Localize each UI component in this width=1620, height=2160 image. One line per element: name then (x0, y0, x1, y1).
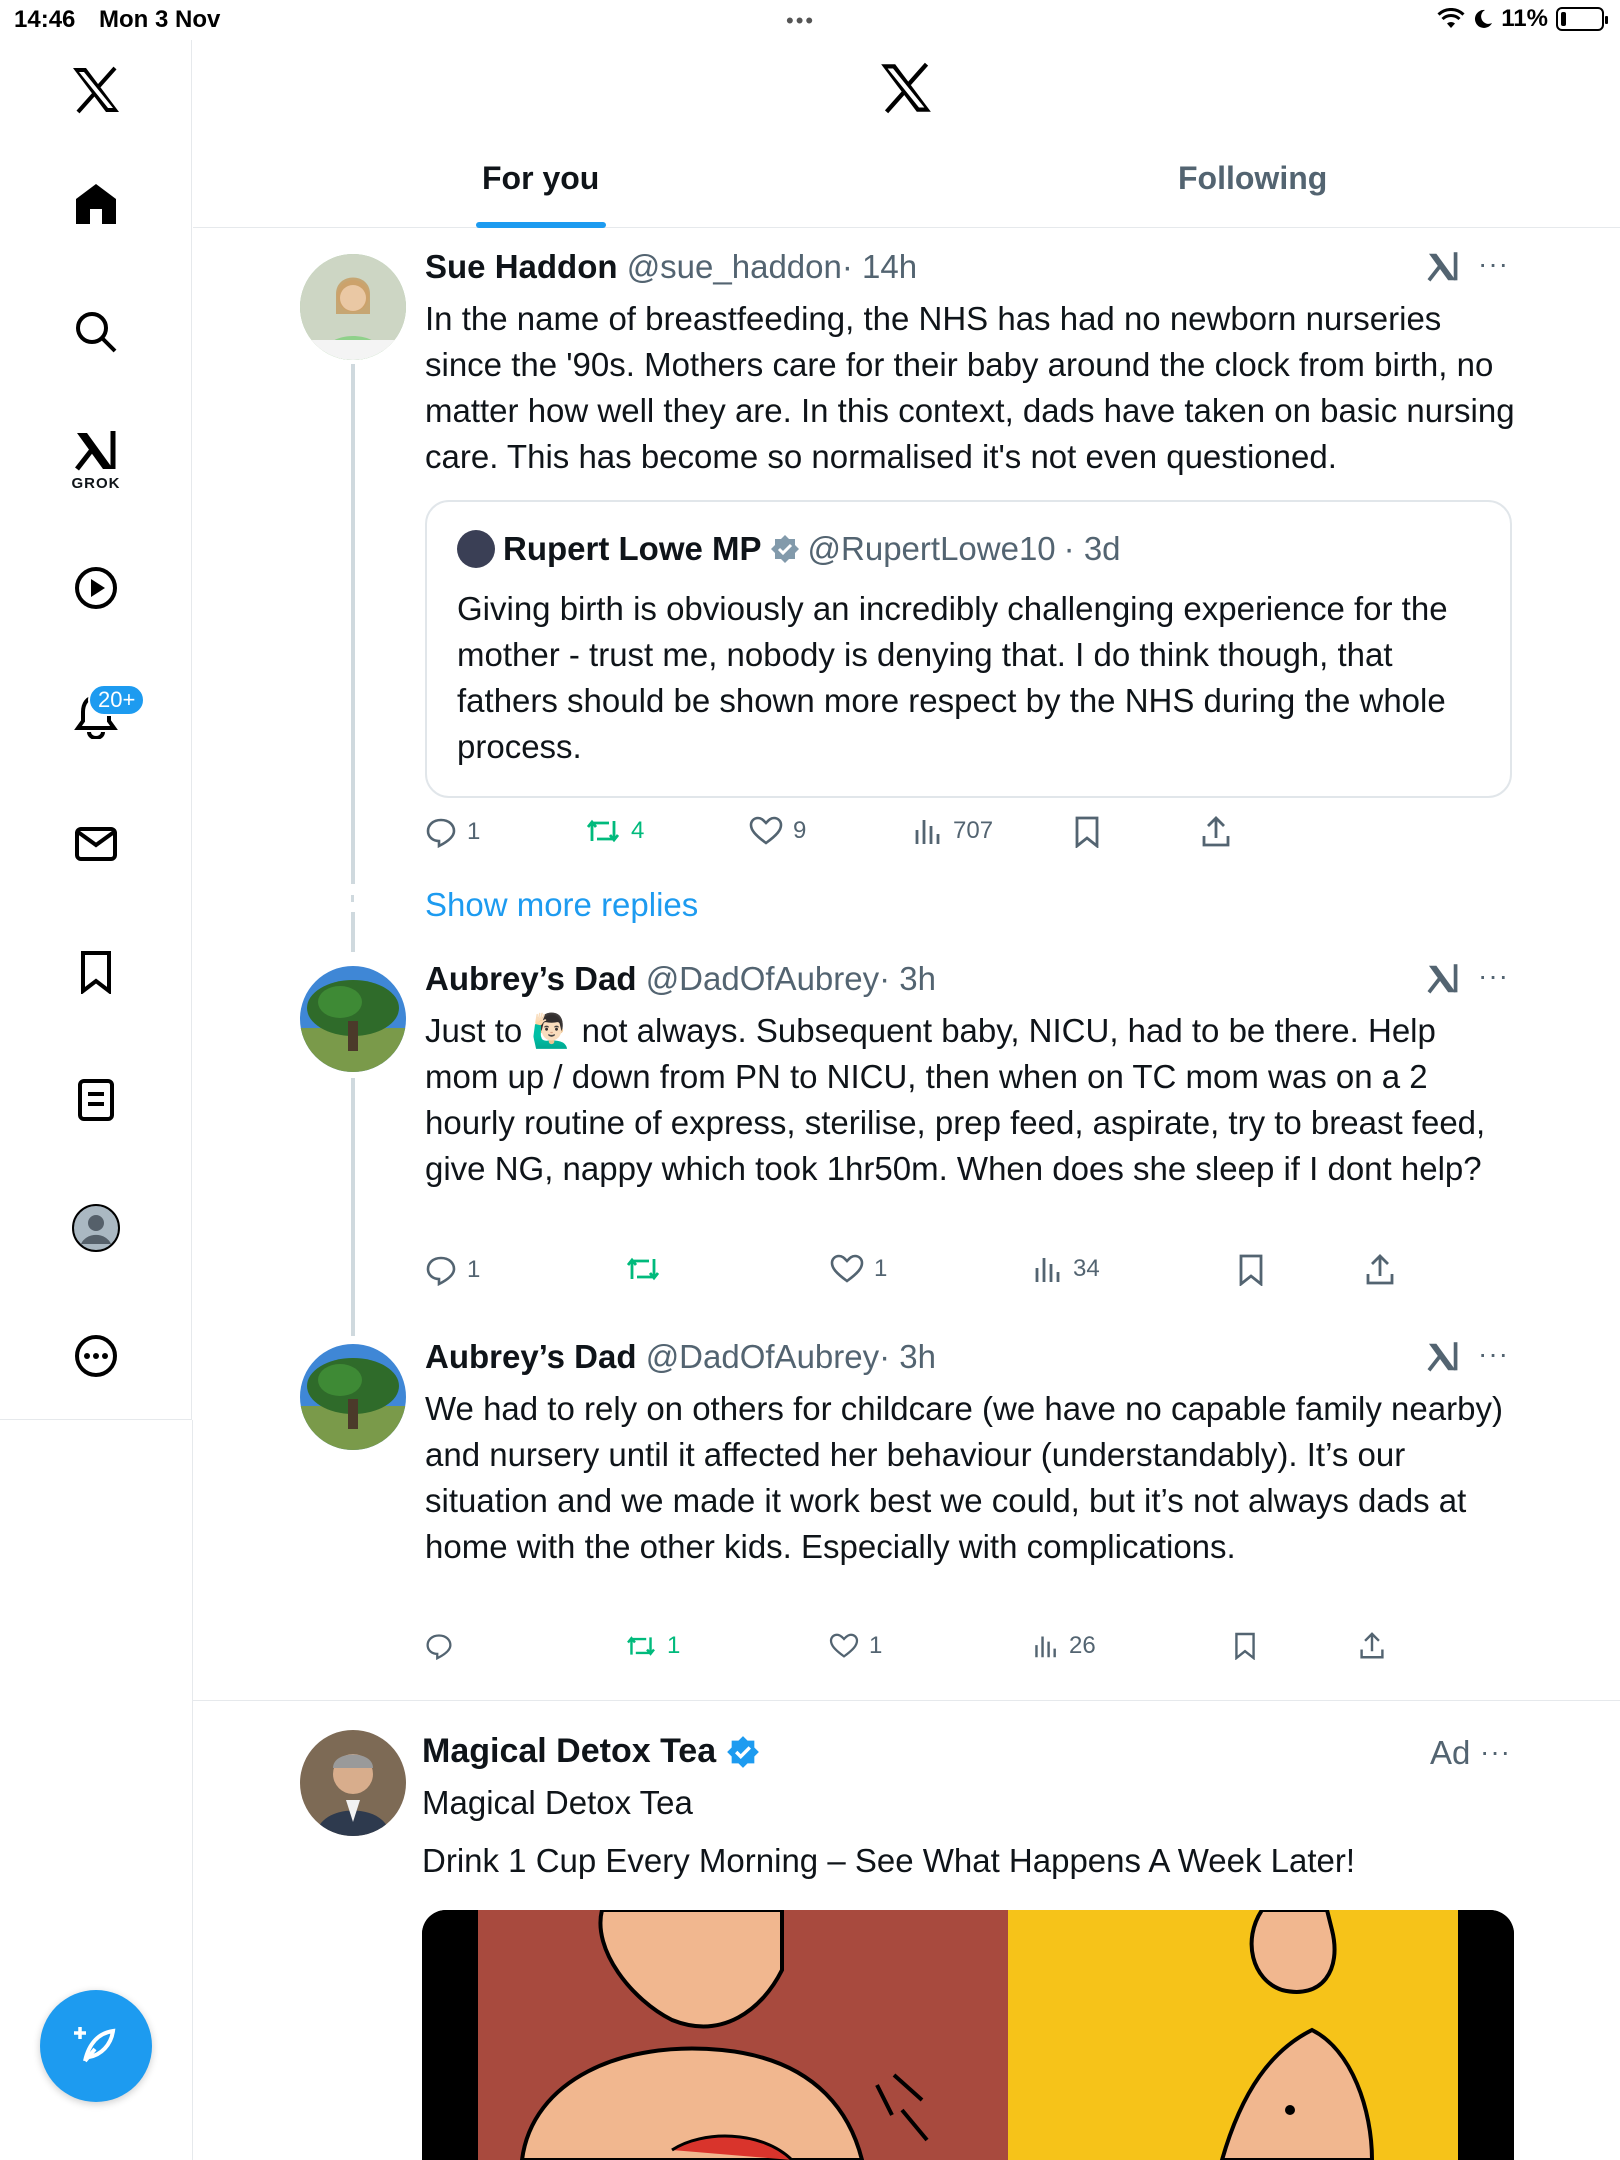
repost-icon (585, 816, 621, 846)
ad-media-image[interactable] (422, 1910, 1514, 2160)
repost-icon (625, 1254, 661, 1284)
repost-button[interactable] (585, 816, 644, 846)
repost-count: 4 (631, 817, 645, 844)
tweet-actions (425, 816, 1515, 856)
status-time: 14:46 (14, 6, 76, 33)
ad-subtitle: Magical Detox Tea (422, 1784, 693, 1821)
header-x-logo[interactable] (879, 62, 933, 119)
share-button[interactable] (1365, 1254, 1395, 1286)
compose-post-button[interactable] (40, 1990, 152, 2102)
repost-button[interactable] (625, 1632, 680, 1660)
tab-for-you[interactable]: For you (482, 160, 600, 196)
reply-button[interactable] (425, 1632, 463, 1660)
more-circle-icon (74, 1334, 118, 1378)
bookmark-button[interactable] (1233, 1632, 1257, 1660)
like-count: 1 (869, 1632, 883, 1659)
sidebar-item-grok[interactable] (56, 420, 136, 500)
compose-feather-icon (71, 2021, 121, 2071)
wifi-icon (1437, 8, 1465, 30)
like-button[interactable] (830, 1254, 887, 1284)
bookmark-button[interactable] (1237, 1254, 1265, 1286)
like-button[interactable] (829, 1632, 882, 1660)
more-options-icon[interactable]: ··· (1480, 1736, 1511, 1767)
more-options-icon[interactable]: ··· (1478, 960, 1509, 991)
author-handle[interactable]: @sue_haddon (626, 248, 842, 285)
status-bar (0, 0, 1620, 40)
tweet-time: · 14h (841, 248, 918, 285)
thread-line (351, 364, 355, 884)
list-icon (77, 1078, 115, 1122)
grok-icon (73, 429, 119, 473)
heart-icon (829, 1633, 859, 1659)
tweet-header (425, 960, 936, 998)
bookmark-icon (1237, 1254, 1265, 1286)
active-tab-indicator (476, 222, 606, 228)
heart-icon (749, 816, 783, 846)
status-date: Mon 3 Nov (99, 6, 221, 33)
reply-icon (425, 1632, 453, 1660)
sidebar (0, 40, 192, 1420)
sidebar-item-videos[interactable] (56, 548, 136, 628)
repost-icon (625, 1633, 657, 1659)
battery-percent: 11% (1501, 5, 1548, 32)
quote-header (457, 530, 1121, 568)
tweet-time: · 3h (879, 960, 936, 997)
battery-icon (1556, 7, 1604, 31)
avatar-photo (300, 966, 406, 1072)
tweet-text: In the name of breastfeeding, the NHS has had no newborn nurseries since the '90s. Mothers care for their baby around the clock from birth, no matter how well they are. In this context, dads have taken on basic nursing care. This has become so normalised it's not even questioned. (425, 300, 1515, 475)
multitasking-dots[interactable]: ••• (786, 8, 816, 33)
x-logo[interactable] (56, 50, 136, 130)
like-count: 1 (874, 1255, 888, 1282)
author-name[interactable]: Sue Haddon (425, 248, 618, 285)
repost-button[interactable] (625, 1254, 671, 1284)
advertiser-name[interactable]: Magical Detox Tea (422, 1732, 717, 1770)
timeline-header (193, 40, 1620, 228)
mail-icon (74, 824, 118, 864)
author-name[interactable]: Aubrey’s Dad (425, 1338, 637, 1375)
verified-badge-icon (770, 534, 800, 564)
home-icon (73, 181, 119, 227)
reply-icon (425, 1254, 457, 1286)
tweet-actions (425, 1254, 1515, 1294)
views-count: 34 (1073, 1255, 1100, 1282)
share-icon (1201, 816, 1231, 848)
ad-text: Drink 1 Cup Every Morning – See What Happens A Week Later! (422, 1842, 1356, 1879)
quote-avatar (457, 530, 495, 568)
ad-label: Ad (1430, 1734, 1471, 1771)
tweet-header (425, 1338, 936, 1376)
quoted-tweet[interactable] (425, 500, 1512, 798)
play-circle-icon (74, 566, 118, 610)
share-icon (1359, 1632, 1385, 1660)
reply-count: 1 (467, 818, 481, 845)
sidebar-divider (0, 1419, 192, 1420)
show-more-replies-link[interactable]: Show more replies (425, 886, 699, 923)
grok-label: GROK (71, 474, 121, 492)
x-logo-icon (879, 62, 933, 114)
column-divider (192, 1420, 193, 2160)
sidebar-item-bookmarks[interactable] (56, 932, 136, 1012)
avatar-aubreys-dad[interactable] (300, 966, 406, 1072)
more-options-icon[interactable]: ··· (1478, 1338, 1509, 1369)
like-count: 9 (793, 817, 807, 844)
ad-header (422, 1732, 760, 1771)
ad-illustration (422, 1910, 1514, 2160)
share-icon (1365, 1254, 1395, 1286)
tweet-text: Just to 🙋🏻‍♂️ not always. Subsequent baby, NICU, had to be there. Help mom up / down from PN to NICU, then when on TC mom was on a 2 hourly routine of express, sterilise, prep feed, aspirate, try to breast feed, give NG, nappy which took 1hr50m. When does she sleep if I dont help? (425, 1012, 1486, 1187)
views-button[interactable] (1033, 1254, 1100, 1284)
feed-divider (193, 1700, 1620, 1701)
tweet-actions (425, 1632, 1515, 1672)
tweet-header (425, 248, 917, 286)
share-button[interactable] (1201, 816, 1231, 848)
author-handle[interactable]: @DadOfAubrey (645, 960, 880, 997)
reply-count: 1 (467, 1256, 481, 1283)
grok-icon[interactable] (1426, 250, 1460, 284)
bookmark-button[interactable] (1073, 816, 1101, 848)
grok-icon[interactable] (1426, 1340, 1460, 1374)
verified-badge-icon (726, 1735, 760, 1769)
views-chart-icon (1033, 1633, 1059, 1659)
author-name[interactable]: Aubrey’s Dad (425, 960, 637, 997)
sidebar-item-explore[interactable] (56, 292, 136, 372)
sidebar-item-more[interactable] (56, 1316, 136, 1396)
thread-line (351, 1078, 355, 1336)
reply-icon (425, 816, 457, 848)
tweet-time: · 3h (879, 1338, 936, 1375)
quote-time: · 3d (1063, 530, 1121, 567)
thread-gap (351, 895, 355, 901)
views-count: 707 (953, 817, 994, 844)
avatar-photo (300, 1344, 406, 1450)
heart-icon (830, 1254, 864, 1284)
moon-icon (1473, 8, 1493, 30)
bookmark-icon (78, 950, 114, 994)
sidebar-item-messages[interactable] (56, 804, 136, 884)
x-logo-icon (71, 66, 121, 114)
quote-author-name: Rupert Lowe MP (503, 530, 762, 567)
more-options-icon[interactable]: ··· (1478, 248, 1509, 279)
reply-button[interactable] (425, 1254, 480, 1286)
tab-following[interactable]: Following (1178, 160, 1328, 196)
avatar-magical-detox-tea[interactable] (300, 1730, 406, 1836)
profile-avatar-icon (71, 1203, 121, 1253)
sidebar-item-profile[interactable] (56, 1188, 136, 1268)
thread-line (351, 912, 355, 952)
bookmark-icon (1233, 1632, 1257, 1660)
share-button[interactable] (1359, 1632, 1385, 1660)
quote-text: Giving birth is obviously an incredibly challenging experience for the mother - trust me, nobody is denying that. I do think though, that fathers should be shown more respect by the NHS during the whole process. (457, 590, 1448, 765)
search-icon (74, 310, 118, 354)
views-chart-icon (913, 816, 943, 846)
avatar-photo (300, 1730, 406, 1836)
sidebar-item-lists[interactable] (56, 1060, 136, 1140)
quote-author-handle: @RupertLowe10 (807, 530, 1056, 567)
sidebar-item-home[interactable] (56, 164, 136, 244)
views-button[interactable] (913, 816, 993, 846)
tweet-text: We had to rely on others for childcare (we have no capable family nearby) and nursery until it affected her behaviour (understandably). It’s our situation and we made it work best we could, but it’s not always dads at home with the other kids. Especially with complications. (425, 1390, 1503, 1565)
avatar-photo (300, 254, 406, 360)
author-handle[interactable]: @DadOfAubrey (645, 1338, 880, 1375)
notifications-badge: 20+ (88, 684, 145, 716)
reply-button[interactable] (425, 816, 480, 848)
avatar-aubreys-dad[interactable] (300, 1344, 406, 1450)
views-button[interactable] (1033, 1632, 1096, 1660)
repost-count: 1 (667, 1632, 681, 1659)
grok-icon[interactable] (1426, 962, 1460, 996)
bookmark-icon (1073, 816, 1101, 848)
views-chart-icon (1033, 1254, 1063, 1284)
avatar-sue-haddon[interactable] (300, 254, 406, 360)
views-count: 26 (1069, 1632, 1096, 1659)
like-button[interactable] (749, 816, 806, 846)
